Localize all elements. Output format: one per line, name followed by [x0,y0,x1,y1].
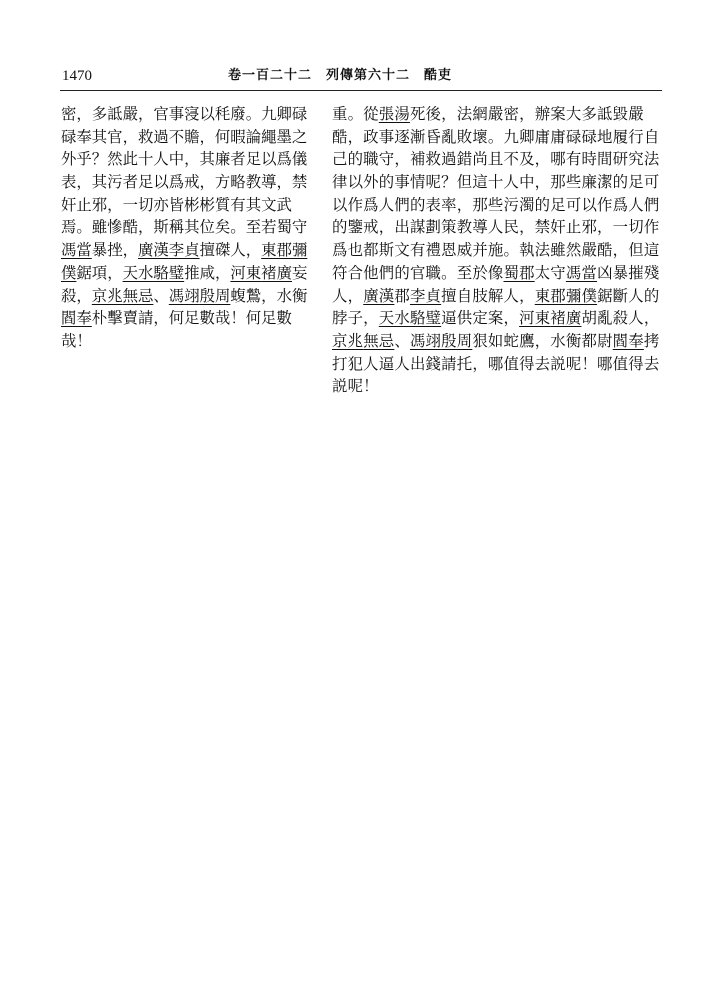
proper-name-underlined: 僕 [61,263,77,282]
proper-name-underlined: 彌僕 [565,286,598,305]
text-line [332,103,644,126]
text-line [61,216,308,239]
text-run: 凶暴摧殘 [597,263,660,282]
text-run: 碌奉其官，救過不贍，何暇論繩墨之 [61,127,308,146]
text-line [332,375,622,398]
proper-name-underlined: 彌 [291,241,308,260]
proper-name-underlined: 閻奉 [612,331,644,350]
proper-name-underlined: 殷周 [199,286,231,305]
proper-name-underlined: 李貞 [168,241,200,260]
running-head: 卷一百二十二 列傳第六十二 酷吏 [228,68,453,83]
text-run: 推咸， [184,263,231,282]
proper-name-underlined: 殷周 [441,331,473,350]
text-run: 重。從 [332,105,379,123]
text-run: 擅磔人， [199,241,262,260]
text-run: 符合他們的官職。至於像 [332,263,504,282]
text-run: 奸止邪，一切亦皆彬彬質有其文武 [61,195,292,214]
text-line [61,330,301,353]
proper-name-underlined: 馮翊 [168,286,200,305]
text-line [332,148,660,171]
text-line [61,285,308,308]
text-line [61,126,308,149]
text-run: 打犯人逼人出錢請托，哪值得去説呢！哪值得去 [332,354,660,373]
text-line [61,307,301,330]
text-run: 焉。雖慘酷，斯稱其位矣。至若蜀守 [61,218,308,237]
text-line [61,171,308,194]
text-line [61,194,301,217]
text-run: 爲也都斯文有禮恩威并施。執法雖然嚴酷，但這 [332,241,660,260]
text-line [61,262,308,285]
proper-name-underlined: 河東 [230,263,262,282]
text-line [332,262,660,285]
text-run: 表，其污者足以爲戒，方略教導，禁 [61,173,308,192]
text-run: 律以外的事情呢？但這十人中，那些廉潔的足可 [332,173,660,192]
text-run: 郡 [394,286,410,305]
proper-name-underlined: 馮翊 [409,331,442,350]
text-line [332,307,660,330]
proper-name-underlined: 無忌 [122,286,154,305]
text-run: 妄 [291,263,308,282]
proper-name-underlined: 東郡 [261,241,292,260]
text-run: 的鑒戒，出謀劃策教導人民，禁奸止邪，一切作 [332,218,660,237]
proper-name-underlined: 廣漢 [363,286,395,305]
text-run: 拷 [643,331,660,350]
text-run: 蝮鷙，水衡 [230,286,308,305]
translation-text-column [332,103,660,398]
text-run: 太守 [534,263,566,282]
text-line [332,330,660,353]
text-run: 哉！ [61,331,92,350]
text-run: 狠如蛇鷹，水衡都尉 [472,331,613,350]
header-rule [60,90,662,91]
proper-name-underlined: 馮當 [565,263,598,282]
proper-name-underlined: 馮當 [61,241,92,260]
proper-name-underlined: 褚廣 [550,309,582,328]
text-run: 外乎？然此十人中，其廉者足以爲儀 [61,150,308,169]
proper-name-underlined: 李貞 [409,286,442,305]
proper-name-underlined: 蜀郡 [503,263,535,282]
proper-name-underlined: 閻奉 [61,309,92,328]
text-run: 擅自肢解人， [441,286,535,305]
text-line [332,126,660,149]
page-number: 1470 [62,68,92,84]
proper-name-underlined: 河東 [519,309,551,328]
proper-name-underlined: 無忌 [363,331,395,350]
proper-name-underlined: 張湯 [378,105,410,123]
proper-name-underlined: 天水 [378,309,410,328]
text-run: 胡亂殺人， [581,309,660,328]
text-run: 、 [153,286,169,305]
text-run: 鋸項， [76,263,123,282]
text-line [332,239,660,262]
text-run: 、 [394,331,410,350]
classical-text-column [61,103,308,353]
text-run: 殺， [61,286,92,305]
text-line [332,353,660,376]
page-header [62,64,662,88]
text-line [332,216,660,239]
text-line [61,239,308,262]
proper-name-underlined: 天水 [122,263,154,282]
proper-name-underlined: 京兆 [91,286,123,305]
proper-name-underlined: 駱璧 [409,309,442,328]
proper-name-underlined: 褚廣 [261,263,292,282]
text-run: 以作爲人們的表率，那些污濁的足可以作爲人們 [332,195,660,214]
text-run: 朴擊賣請，何足數哉！何足數 [91,309,292,328]
text-line [61,103,308,126]
proper-name-underlined: 駱璧 [153,263,185,282]
proper-name-underlined: 京兆 [332,331,364,350]
text-run: 密，多詆嚴，官事寖以秏廢。九卿碌 [61,105,308,123]
text-run: 死後，法網嚴密，辦案大多詆毀嚴 [409,105,644,123]
text-run: 酷，政事逐漸昏亂敗壞。九卿庸庸碌碌地履行自 [332,127,660,146]
proper-name-underlined: 東郡 [534,286,566,305]
text-run: 逼供定案， [441,309,520,328]
proper-name-underlined: 廣漢 [137,241,169,260]
text-run: 人， [332,286,364,305]
text-run: 鋸斷人的 [597,286,660,305]
text-run: 暴挫， [91,241,138,260]
text-line [332,194,660,217]
text-run: 己的職守，補救過錯尚且不及，哪有時間研究法 [332,150,660,169]
text-run: 説呢！ [332,377,379,396]
text-line [332,285,660,308]
text-run: 脖子， [332,309,379,328]
text-line [61,148,308,171]
text-line [332,171,660,194]
